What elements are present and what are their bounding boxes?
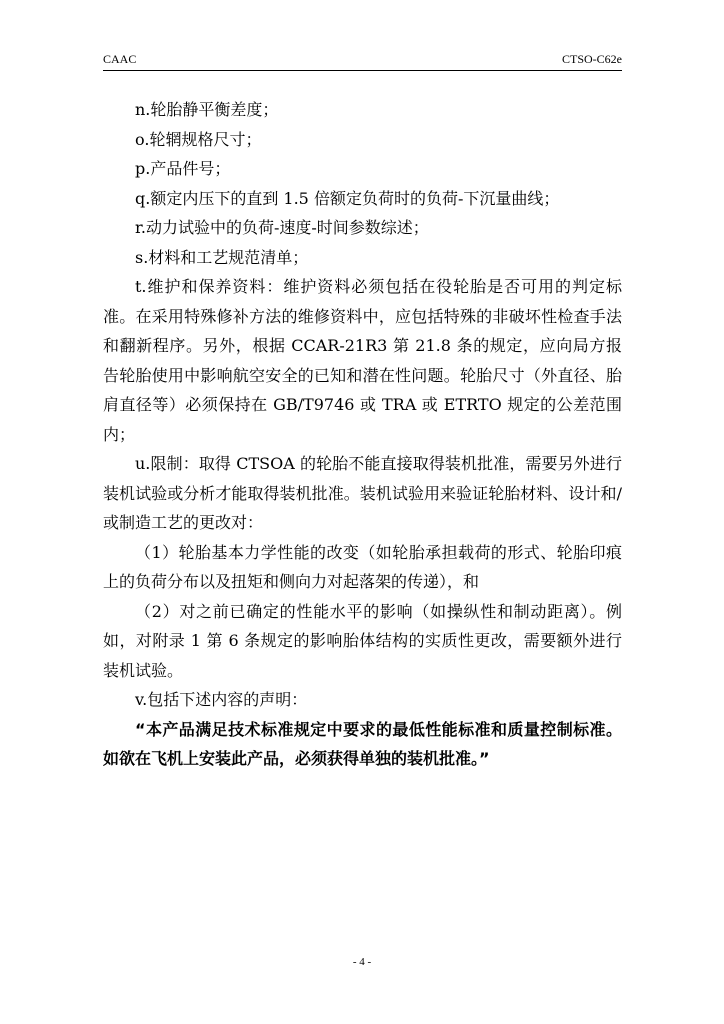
item-q: q.额定内压下的直到 1.5 倍额定负荷时的负荷-下沉量曲线；: [135, 188, 560, 208]
document-body: [103, 95, 622, 774]
item-v: v.包括下述内容的声明：: [135, 690, 308, 709]
header-org: CAAC: [103, 52, 137, 66]
item-r: r.动力试验中的负荷-速度-时间参数综述；: [135, 218, 429, 237]
subitem-2: （2）对之前已确定的性能水平的影响（如操纵性和制动距离）。例如，对附录 1 第 6 条规定的影响胎体结构的实质性更改，需要额外进行装机试验。: [103, 601, 622, 680]
item-p: p.产品件号；: [135, 159, 231, 178]
item-n: n.轮胎静平衡差度；: [135, 100, 279, 119]
page-header: [103, 52, 622, 71]
declaration-statement: “本产品满足技术标准规定中要求的最低性能标准和质量控制标准。如欲在飞机上安装此产品，必须获得单独的装机批准。”: [103, 719, 622, 768]
header-doc-id: CTSO-C62e: [562, 52, 622, 66]
page-number: - 4 -: [352, 956, 372, 968]
subitem-1: （1）轮胎基本力学性能的改变（如轮胎承担载荷的形式、轮胎印痕上的负荷分布以及扭矩和侧向力对起落架的传递），和: [103, 542, 622, 591]
item-u: u.限制：取得 CTSOA 的轮胎不能直接取得装机批准，需要另外进行装机试验或分析才能取得装机批准。装机试验用来验证轮胎材料、设计和/或制造工艺的更改对：: [103, 454, 622, 532]
item-o: o.轮辋规格尺寸；: [135, 129, 262, 149]
item-s: s.材料和工艺规范清单；: [135, 247, 309, 267]
item-t: t.维护和保养资料：维护资料必须包括在役轮胎是否可用的判定标准。在采用特殊修补方法的维修资料中，应包括特殊的非破坏性检查手法和翻新程序。另外，根据 CCAR-21R3 第 21.8 条的规定，应向局方报告轮胎使用中影响航空安全的已知和潜在性问题。轮胎尺寸（外直径、胎肩直径等）必须保持在 GB/T9746 或 TRA 或 ETRTO 规定的公差范围内；: [103, 277, 622, 444]
